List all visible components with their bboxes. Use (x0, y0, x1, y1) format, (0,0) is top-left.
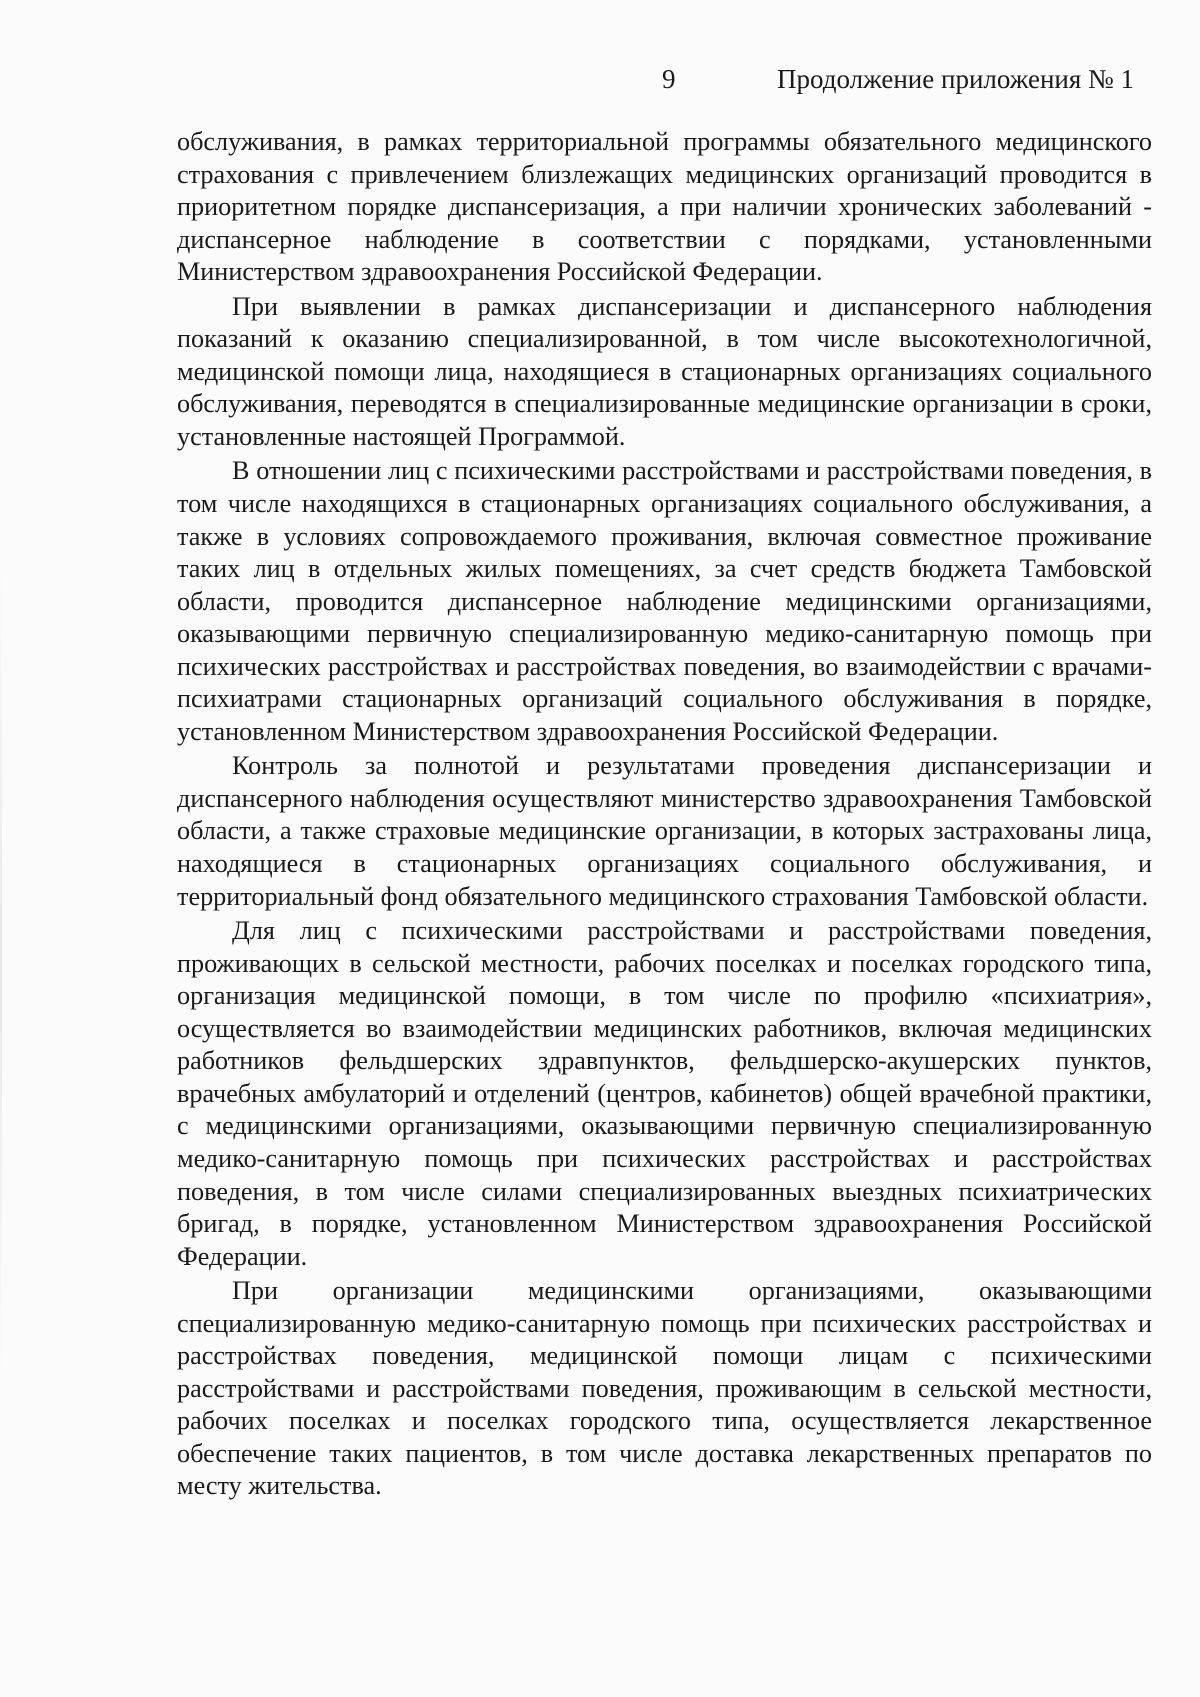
paragraph: В отношении лиц с психическими расстройствами и расстройствами поведения, в том числе находящихся в стационарных организациях социального обслуживания, а также в условиях сопровождаемого проживания, включая совместное проживание таких лиц в отдельных жилых помещениях, за счет средств бюджета Тамбовской области, проводится диспансерное наблюдение медицинскими организациями, оказывающими первичную специализированную медико-санитарную помощь при психических расстройствах и расстройствах поведения, во взаимодействии с врачами-психиатрами стационарных организаций социального обслуживания в порядке, установленном Министерством здравоохранения Российской Федерации. (177, 456, 1152, 746)
paragraph: При организации медицинскими организациями, оказывающими специализированную медико-санитарную помощь при психических расстройствах и расстройствах поведения, медицинской помощи лицам с психическими расстройствами и расстройствами поведения, проживающим в сельской местности, рабочих поселках и поселках городского типа, осуществляется лекарственное обеспечение таких пациентов, в том числе доставка лекарственных препаратов по месту жительства. (177, 1276, 1152, 1501)
paragraph: Для лиц с психическими расстройствами и расстройствами поведения, проживающих в сельской местности, рабочих поселках и поселках городского типа, организация медицинской помощи, в том числе по профилю «психиатрия», осуществляется во взаимодействии медицинских работников, включая медицинских работников фельдшерских здравпунктов, фельдшерско-акушерских пунктов, врачебных амбулаторий и отделений (центров, кабинетов) общей врачебной практики, с медицинскими организациями, оказывающими первичную специализированную медико-санитарную помощь при психических расстройствах и расстройствах поведения, в том числе силами специализированных выездных психиатрических бригад, в порядке, установленном Министерством здравоохранения Российской Федерации. (177, 916, 1152, 1271)
paragraph-continuation: обслуживания, в рамках территориальной программы обязательного медицинского страхования с привлечением близлежащих медицинских организаций проводится в приоритетном порядке диспансеризация, а при наличии хронических заболеваний - диспансерное наблюдение в соответствии с порядками, установленными Министерством здравоохранения Российской Федерации. (177, 127, 1152, 287)
paragraph: При выявлении в рамках диспансеризации и диспансерного наблюдения показаний к оказанию специализированной, в том числе высокотехнологичной, медицинской помощи лица, находящиеся в стационарных организациях социального обслуживания, переводятся в специализированные медицинские организации в сроки, установленные настоящей Программой. (177, 291, 1152, 451)
page-number: 9 (662, 64, 676, 94)
scan-edge-shadow (0, 560, 2, 1380)
paragraph: Контроль за полнотой и результатами проведения диспансеризации и диспансерного наблюдения осуществляют министерство здравоохранения Тамбовской области, а также страховые медицинские организации, в которых застрахованы лица, находящиеся в стационарных организациях социального обслуживания, и территориальный фонд обязательного медицинского страхования Тамбовской области. (177, 751, 1152, 911)
document-body (177, 126, 1152, 1503)
appendix-continuation-label: Продолжение приложения № 1 (777, 64, 1135, 94)
